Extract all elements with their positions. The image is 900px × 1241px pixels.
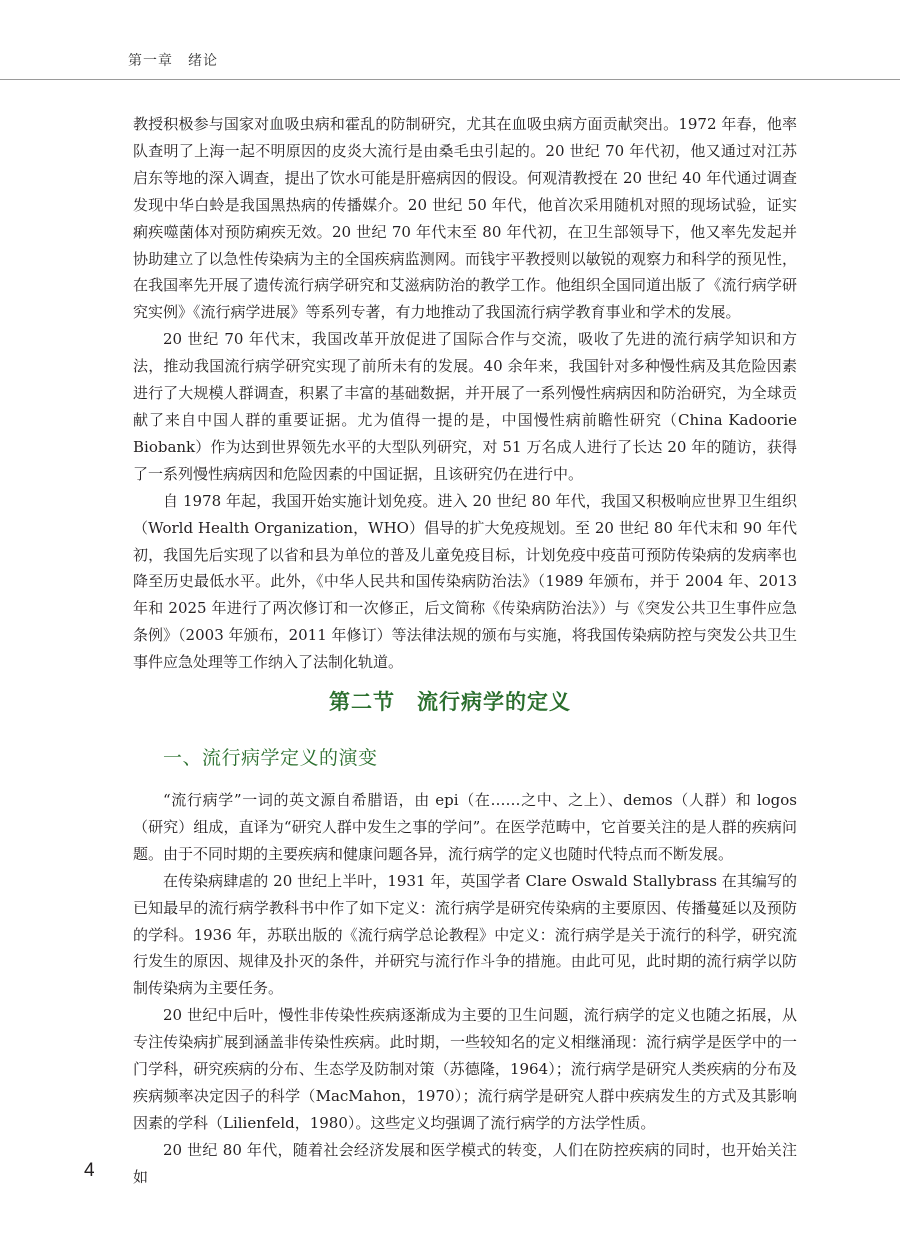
- paragraph: 教授积极参与国家对血吸虫病和霍乱的防制研究，尤其在血吸虫病方面贡献突出。1972 年春，他率队查明了上海一起不明原因的皮炎大流行是由桑毛虫引起的。20 世纪 70 年代初，他又通过对江苏启东等地的深入调查，提出了饮水可能是肝癌病因的假设。何观清教授在 20 世纪 40 年代通过调查发现中华白蛉是我国黑热病的传播媒介。20 世纪 50 年代，他首次采用随机对照的现场试验，证实痢疾噬菌体对预防痢疾无效。20 世纪 70 年代末至 80 年代初，在卫生部领导下，他又率先发起并协助建立了以急性传染病为主的全国疾病监测网。而钱宇平教授则以敏锐的观察力和科学的预见性，在我国率先开展了遗传流行病学研究和艾滋病防治的教学工作。他组织全国同道出版了《流行病学研究实例》《流行病学进展》等系列专著，有力地推动了我国流行病学教育事业和学术的发展。: [133, 115, 797, 322]
- paragraph: “流行病学”一词的英文源自希腊语，由 epi（在……之中、之上）、demos（人群）和 logos（研究）组成，直译为“研究人群中发生之事的学问”。在医学范畴中，它首要关注的是人群的疾病问题。由于不同时期的主要疾病和健康问题各异，流行病学的定义也随时代特点而不断发展。: [133, 791, 797, 863]
- paragraph: 20 世纪 70 年代末，我国改革开放促进了国际合作与交流，吸收了先进的流行病学知识和方法，推动我国流行病学研究实现了前所未有的发展。40 余年来，我国针对多种慢性病及其危险因素进行了大规模人群调查，积累了丰富的基础数据，并开展了一系列慢性病病因和防治研究，为全球贡献了来自中国人群的重要证据。尤为值得一提的是，中国慢性病前瞻性研究（China Kadoorie Biobank）作为达到世界领先水平的大型队列研究，对 51 万名成人进行了长达 20 年的随访，获得了一系列慢性病病因和危险因素的中国证据，且该研究仍在进行中。: [133, 330, 797, 483]
- paragraph: 在传染病肆虐的 20 世纪上半叶，1931 年，英国学者 Clare Oswald Stallybrass 在其编写的已知最早的流行病学教科书中作了如下定义：流行病学是研究传染病的主要原因、传播蔓延以及预防的学科。1936 年，苏联出版的《流行病学总论教程》中定义：流行病学是关于流行的科学，研究流行发生的原因、规律及扑灭的条件，并研究与流行作斗争的措施。由此可见，此时期的流行病学以防制传染病为主要任务。: [133, 871, 797, 998]
- section-title: 第二节 流行病学的定义: [329, 690, 571, 714]
- subsection-title: 一、流行病学定义的演变: [163, 747, 378, 769]
- body-text-bottom: [133, 787, 797, 1191]
- paragraph: 20 世纪 80 年代，随着社会经济发展和医学模式的转变，人们在防控疾病的同时，也开始关注如: [133, 1140, 797, 1186]
- paragraph: 20 世纪中后叶，慢性非传染性疾病逐渐成为主要的卫生问题，流行病学的定义也随之拓展，从专注传染病扩展到涵盖非传染性疾病。此时期，一些较知名的定义相继涌现：流行病学是医学中的一门学科，研究疾病的分布、生态学及防制对策（苏德隆，1964）；流行病学是研究人类疾病的分布及疾病频率决定因子的科学（MacMahon，1970）；流行病学是研究人群中疾病发生的方式及其影响因素的学科（Lilienfeld，1980）。这些定义均强调了流行病学的方法学性质。: [133, 1006, 797, 1132]
- page-number: 4: [84, 1160, 95, 1181]
- paragraph: 自 1978 年起，我国开始实施计划免疫。进入 20 世纪 80 年代，我国又积极响应世界卫生组织（World Health Organization，WHO）倡导的扩大免疫规划。至 20 世纪 80 年代末和 90 年代初，我国先后实现了以省和县为单位的普及儿童免疫目标，计划免疫中疫苗可预防传染病的发病率也降至历史最低水平。此外，《中华人民共和国传染病防治法》（1989 年颁布，并于 2004 年、2013 年和 2025 年进行了两次修订和一次修正，后文简称《传染病防治法》）与《突发公共卫生事件应急条例》（2003 年颁布，2011 年修订）等法律法规的颁布与实施，将我国传染病防控与突发公共卫生事件应急处理等工作纳入了法制化轨道。: [133, 491, 797, 672]
- running-header: 第一章 绪论: [128, 53, 218, 69]
- header-divider: [0, 79, 900, 80]
- body-text-top: [133, 111, 797, 676]
